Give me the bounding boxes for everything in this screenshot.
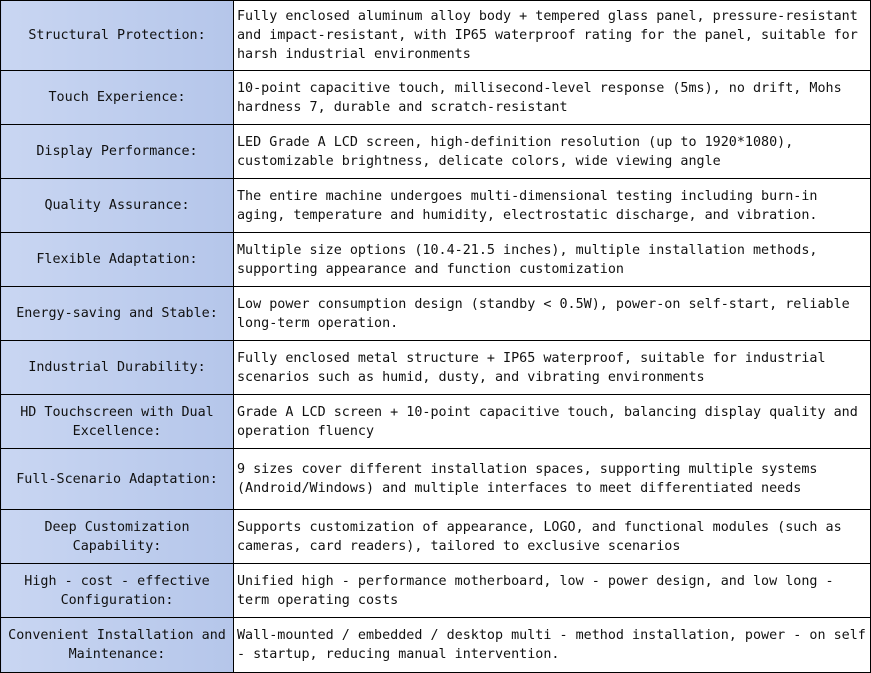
row-value: Grade A LCD screen + 10-point capacitive touch, balancing display quality and operation fluency [234,395,871,449]
table-row [1,1,871,71]
row-label: Industrial Durability: [1,341,234,395]
row-label: Flexible Adaptation: [1,233,234,287]
row-label: HD Touchscreen with Dual Excellence: [1,395,234,449]
row-value: Multiple size options (10.4-21.5 inches), multiple installation methods, supporting appearance and function customization [234,233,871,287]
row-value: LED Grade A LCD screen, high-definition resolution (up to 1920*1080), customizable brightness, delicate colors, wide viewing angle [234,125,871,179]
table-row [1,125,871,179]
row-label: Display Performance: [1,125,234,179]
row-value: Wall-mounted / embedded / desktop multi - method installation, power - on self - startup, reducing manual intervention. [234,618,871,673]
table-row [1,71,871,125]
row-value: Unified high - performance motherboard, low - power design, and low long - term operating costs [234,564,871,618]
table-row [1,341,871,395]
row-label: Quality Assurance: [1,179,234,233]
row-value: 10-point capacitive touch, millisecond-level response (5ms), no drift, Mohs hardness 7, durable and scratch-resistant [234,71,871,125]
row-value: Fully enclosed metal structure + IP65 waterproof, suitable for industrial scenarios such as humid, dusty, and vibrating environments [234,341,871,395]
table-row [1,233,871,287]
table-row [1,395,871,449]
row-value: Low power consumption design (standby < 0.5W), power-on self-start, reliable long-term operation. [234,287,871,341]
table-row [1,287,871,341]
table-row [1,618,871,673]
row-label: Full-Scenario Adaptation: [1,449,234,510]
row-value: Fully enclosed aluminum alloy body + tempered glass panel, pressure-resistant and impact-resistant, with IP65 waterproof rating for the panel, suitable for harsh industrial environments [234,1,871,71]
row-label: Structural Protection: [1,1,234,71]
row-value: The entire machine undergoes multi-dimensional testing including burn-in aging, temperature and humidity, electrostatic discharge, and vibration. [234,179,871,233]
table-row [1,510,871,564]
table-row [1,449,871,510]
table-row [1,179,871,233]
row-label: Energy-saving and Stable: [1,287,234,341]
row-label: Deep Customization Capability: [1,510,234,564]
row-label: High - cost - effective Configuration: [1,564,234,618]
row-value: 9 sizes cover different installation spaces, supporting multiple systems (Android/Windows) and multiple interfaces to meet differentiated needs [234,449,871,510]
table-row [1,564,871,618]
row-label: Touch Experience: [1,71,234,125]
row-label: Convenient Installation and Maintenance: [1,618,234,673]
row-value: Supports customization of appearance, LOGO, and functional modules (such as cameras, card readers), tailored to exclusive scenarios [234,510,871,564]
